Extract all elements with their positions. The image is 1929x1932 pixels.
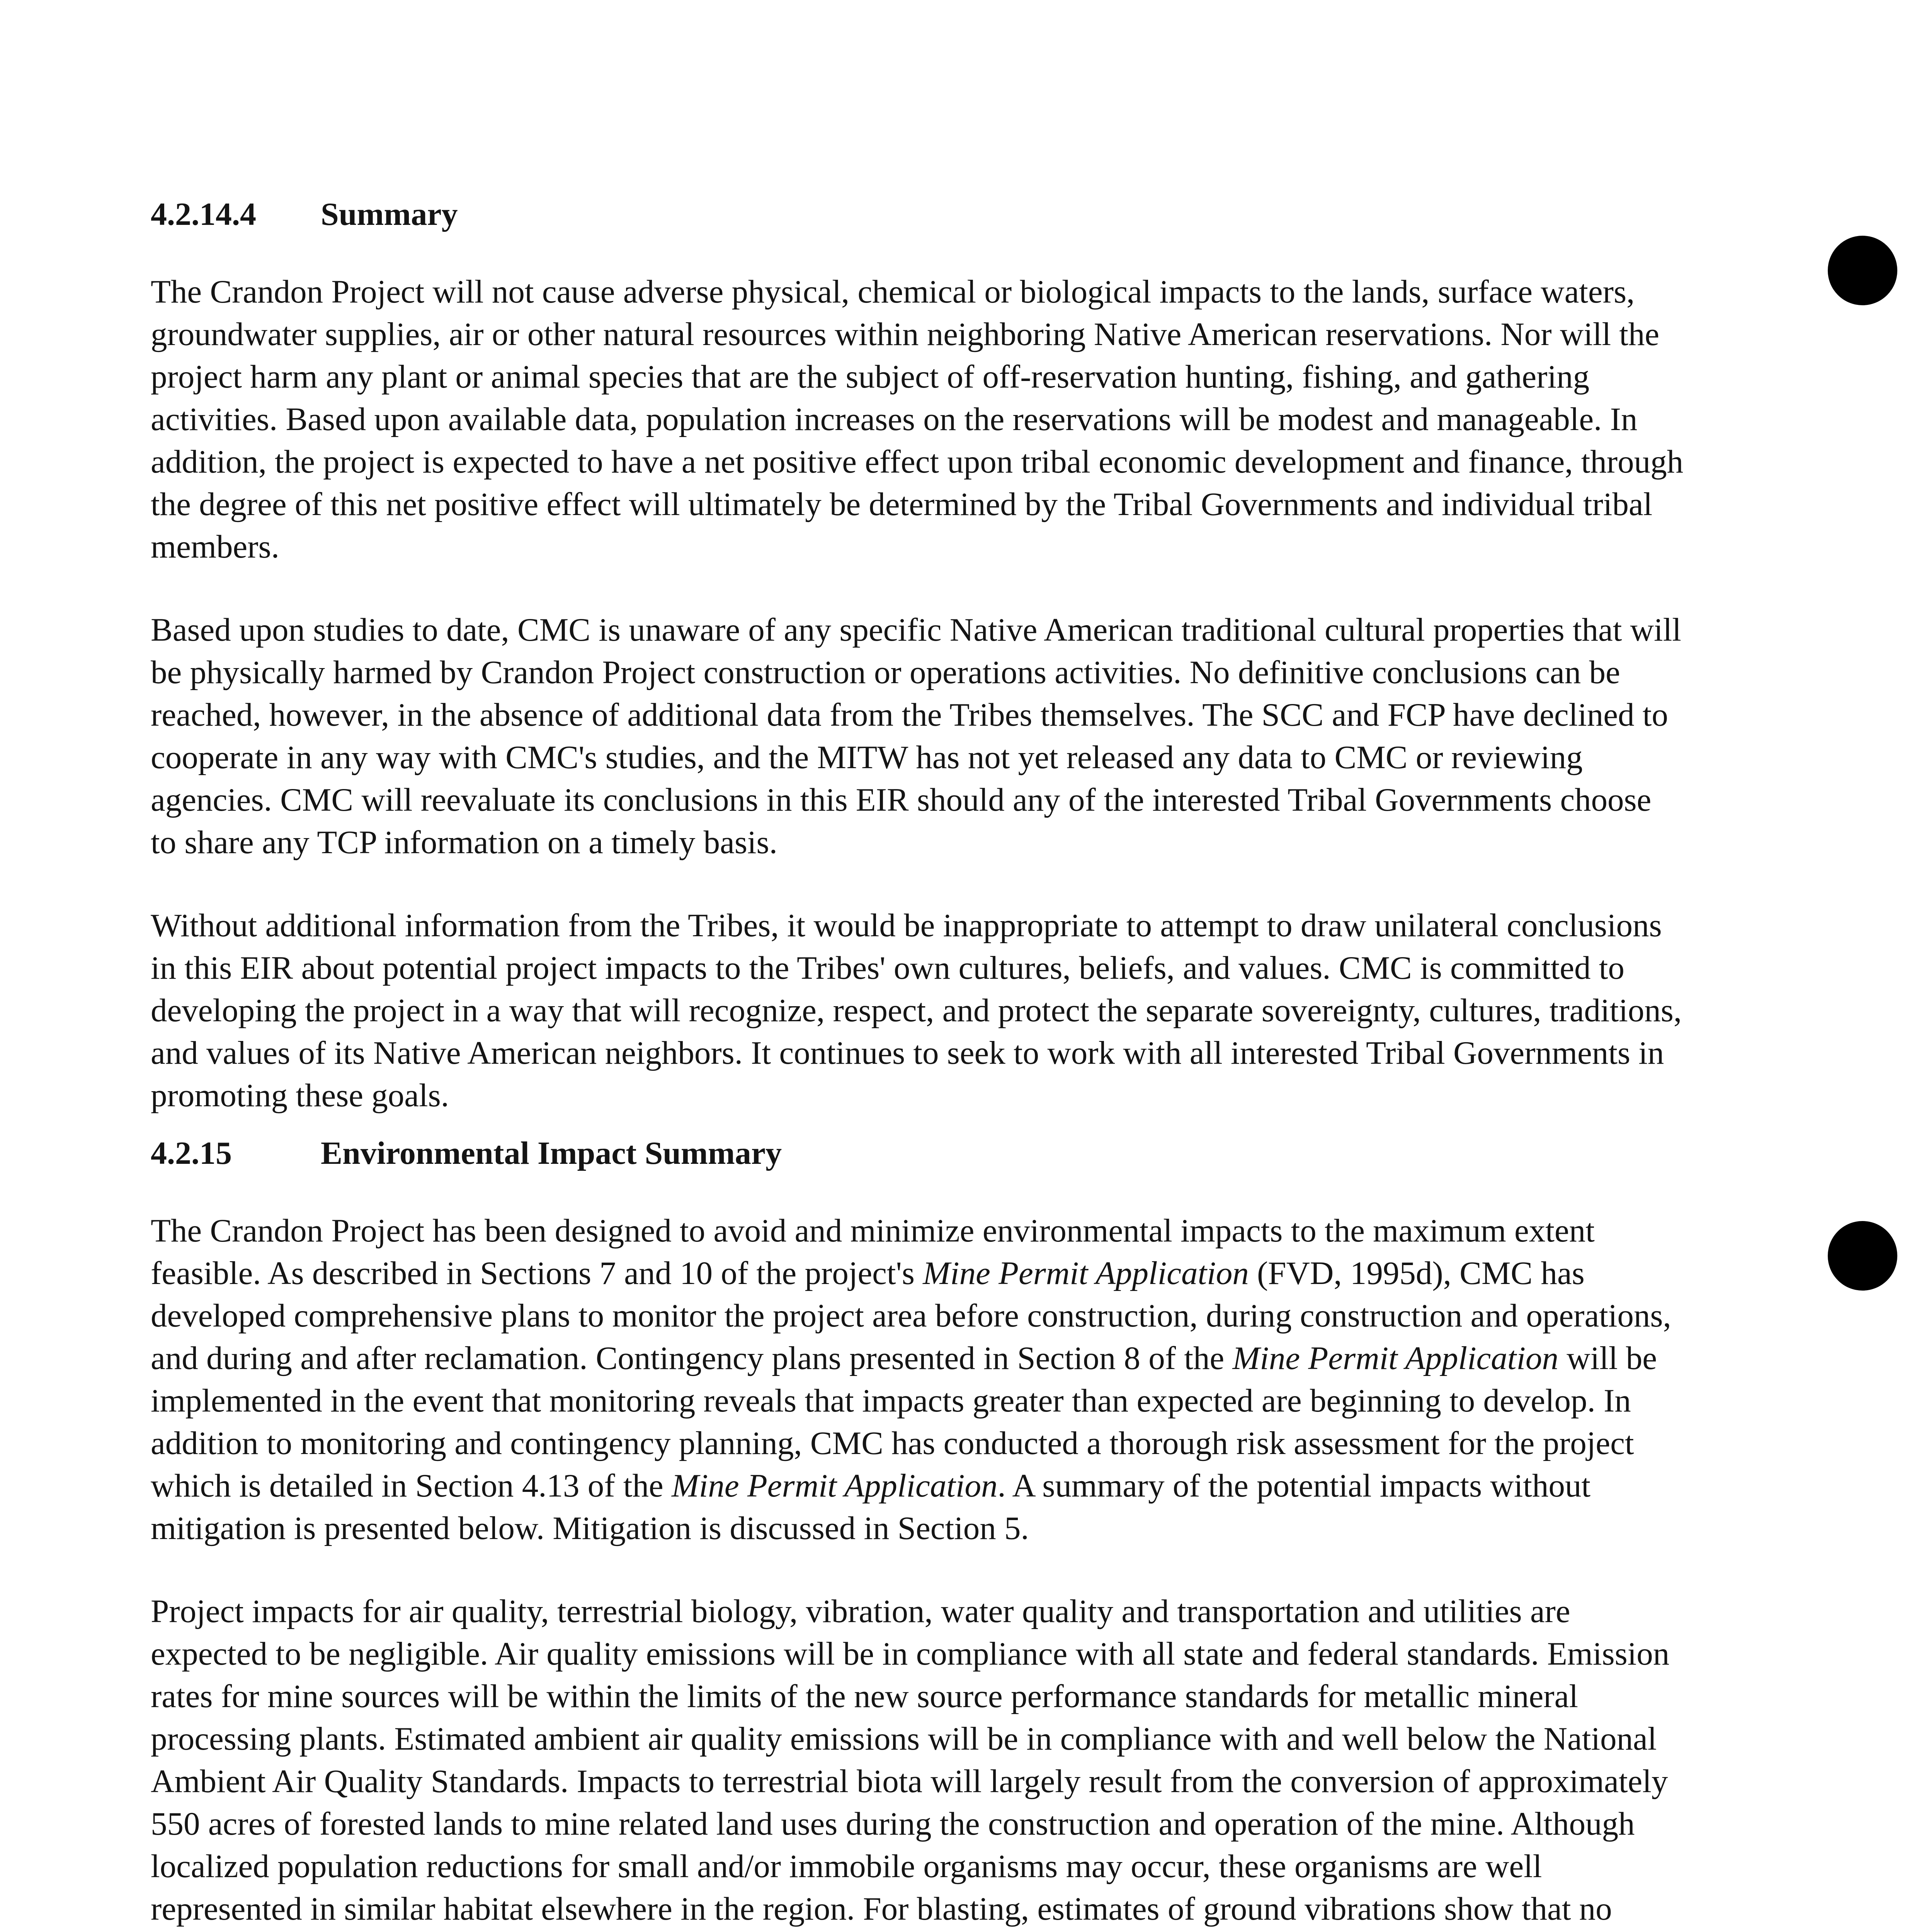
italic-citation: Mine Permit Application [923,1255,1249,1291]
section-heading [151,1132,1685,1175]
document-body [151,193,1685,1932]
text-run: will be implemented in the event that monitoring reveals that impacts greater than expected are beginning to develop. In addition to monitoring and contingency planning, CMC has conducted a thorough risk assessment for the project which is detailed in Section 4.13 of the [151,1340,1657,1504]
paragraph: Based upon studies to date, CMC is unaware of any specific Native American traditional cultural properties that will be physically harmed by Crandon Project construction or operations activities. No definitive conclusions can be reached, however, in the absence of additional data from the Tribes themselves. The SCC and FCP have declined to cooperate in any way with CMC's studies, and the MITW has not yet released any data to CMC or reviewing agencies. CMC will reevaluate its conclusions in this EIR should any of the interested Tribal Governments choose to share any TCP information on a timely basis. [151,612,1681,861]
text-run: . A summary of the potential impacts without mitigation is presented below. Mitigation is discussed in Section 5. [151,1468,1591,1546]
paragraph [151,1209,1685,1549]
section-number: 4.2.14.4 [151,196,256,232]
section-title: Summary [321,196,458,232]
paragraph: The Crandon Project will not cause adverse physical, chemical or biological impacts to the lands, surface waters, groundwater supplies, air or other natural resources within neighboring Native American reservations. Nor will the project harm any plant or animal species that are the subject of off-reservation hunting, fishing, and gathering activities. Based upon available data, population increases on the reservations will be modest and manageable. In addition, the project is expected to have a net positive effect upon tribal economic development and finance, through the degree of this net positive effect will ultimately be determined by the Tribal Governments and individual tribal members. [151,274,1684,565]
paragraph: Without additional information from the Tribes, it would be inappropriate to attempt to draw unilateral conclusions in this EIR about potential project impacts to the Tribes' own cultures, beliefs, and values. CMC is committed to developing the project in a way that will recognize, respect, and protect the separate sovereignty, cultures, traditions, and values of its Native American neighbors. It continues to seek to work with all interested Tribal Governments in promoting these goals. [151,907,1682,1114]
italic-citation: Mine Permit Application [1232,1340,1559,1376]
paragraph: Project impacts for air quality, terrestrial biology, vibration, water quality and transportation and utilities are expected to be negligible. Air quality emissions will be in compliance with all state and federal standards. Emission rates for mine sources will be within the limits of the new source performance standards for metallic mineral processing plants. Estimated ambient air quality emissions will be in compliance with and well below the National Ambient Air Quality Standards. Impacts to terrestrial biota will largely result from the conversion of approximately 550 acres of forested lands to mine related land uses during the construction and operation of the mine. Although localized population reductions for small and/or immobile organisms may occur, these organisms are well represented in similar habitat elsewhere in the region. For blasting, estimates of ground vibrations show that no [151,1593,1670,1927]
section-title: Environmental Impact Summary [321,1135,782,1171]
section-number: 4.2.15 [151,1135,232,1171]
text-run: The Crandon Project has been designed to avoid and minimize environmental impacts to the maximum extent feasible. As described in Sections 7 and 10 of the project's [151,1213,1595,1291]
section-heading [151,193,1685,236]
text-run: (FVD, 1995d), CMC has developed comprehensive plans to monitor the project area before construction, during construction and operations, and during and after reclamation. Contingency plans presented in Section 8 of the [151,1255,1671,1376]
italic-citation: Mine Permit Application [671,1468,998,1504]
binder-hole [1828,236,1897,305]
binder-hole [1828,1221,1897,1291]
